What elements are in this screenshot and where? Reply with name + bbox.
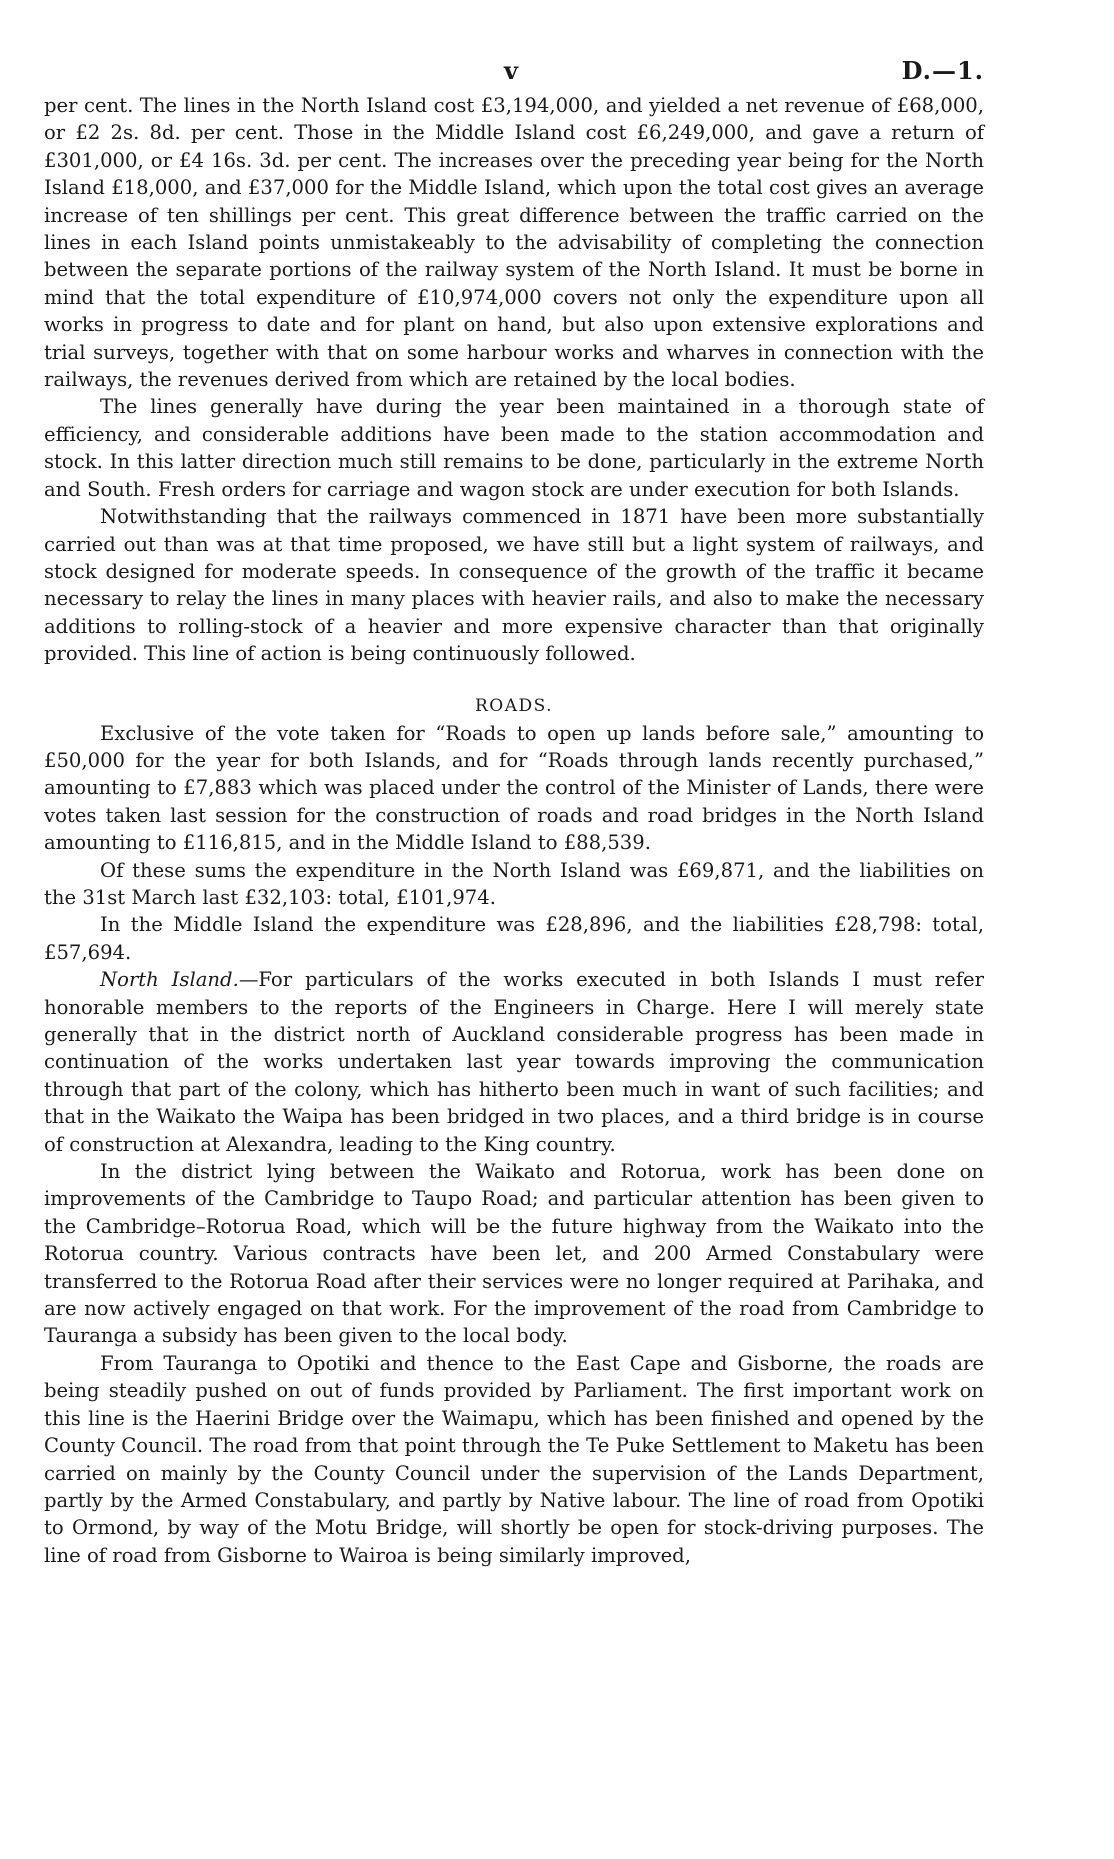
north-island-text: —For particulars of the works executed in both Islands I must refer honorable members to the reports of the Engineers in Charge. Here I will merely state generally that in the district north of Auckland considerable progress has been made in continuation of the works undertaken last year towards improving the communication through that part of the colony, which has hitherto been much in want of such facilities; and that in the Waikato the Waipa has been bridged in two places, and a third bridge is in course of construction at Alexandra, leading to the King country.	[44, 968, 984, 1156]
paragraph-tauranga-opotiki: From Tauranga to Opotiki and thence to the East Cape and Gisborne, the roads are being steadily pushed on out of funds provided by Parliament. The first important work on this line is the Haerini Bridge over the Waimapu, which has been finished and opened by the County Council. The road from that point through the Te Puke Settlement to Maketu has been carried on mainly by the County Council under the supervision of the Lands Department, partly by the Armed Constabulary, and partly by Native labour. The line of road from Opotiki to Ormond, by way of the Motu Bridge, will shortly be open for stock-driving purposes. The line of road from Gisborne to Wairoa is being similarly improved,	[44, 1351, 984, 1567]
paragraph-north-island-works	[44, 966, 984, 1158]
paragraph-line-maintenance: The lines generally have during the year been maintained in a thorough state of efficiency, and considerable additions have been made to the station accommodation and stock. In this latter direction much still remains to be done, particularly in the extreme North and South. Fresh orders for carriage and wagon stock are under execution for both Islands.	[44, 395, 984, 501]
body-text	[44, 92, 984, 1569]
paragraph-waikato-rotorua: In the district lying between the Waikato and Rotorua, work has been done on improvements of the Cambridge to Taupo Road; and particular attention has been given to the Cambridge–Rotorua Road, which will be the future highway from the Waikato into the Rotorua country. Various contracts have been let, and 200 Armed Constabulary were transferred to the Rotorua Road after their services were no longer required at Parihaka, and are now actively engaged on that work. For the improvement of the road from Cambridge to Tauranga a subsidy has been given to the local body.	[44, 1160, 984, 1348]
paragraph-railway-returns: per cent. The lines in the North Island cost £3,194,000, and yielded a net revenue of £68,000, or £2 2s. 8d. per cent. Those in the Middle Island cost £6,249,000, and gave a return of £301,000, or £4 16s. 3d. per cent. The increases over the preceding year being for the North Island £18,000, and £37,000 for the Middle Island, which upon the total cost gives an average increase of ten shillings per cent. This great difference between the traffic carried on the lines in each Island points unmistakeably to the advisability of completing the connection between the separate portions of the railway system of the North Island. It must be borne in mind that the total expenditure of £10,974,000 covers not only the expenditure upon all works in progress to date and for plant on hand, but also upon extensive explorations and trial surveys, together with that on some harbour works and wharves in connection with the railways, the revenues derived from which are retained by the local bodies.	[44, 94, 984, 392]
paragraph-north-island-expenditure: Of these sums the expenditure in the North Island was £69,871, and the liabilities on the 31st March last £32,103: total, £101,974.	[44, 858, 984, 909]
running-header	[44, 56, 984, 92]
north-island-lead: North Island.	[100, 968, 239, 992]
section-heading-roads: ROADS.	[474, 695, 554, 716]
paragraph-road-votes: Exclusive of the vote taken for “Roads to open up lands before sale,” amounting to £50,000 for the year for both Islands, and for “Roads through lands recently purchased,” amounting to £7,883 which was placed under the control of the Minister of Lands, there were votes taken last session for the construction of roads and road bridges in the North Island amounting to £116,815, and in the Middle Island to £88,539.	[44, 721, 984, 855]
document-reference: D.—1.	[901, 56, 984, 85]
page-number: v	[504, 56, 518, 85]
paragraph-railway-relaying: Notwithstanding that the railways commenced in 1871 have been more substantially carried out than was at that time proposed, we have still but a light system of railways, and stock designed for moderate speeds. In consequence of the growth of the traffic it became necessary to relay the lines in many places with heavier rails, and also to make the necessary additions to rolling-stock of a heavier and more expensive character than that originally provided. This line of action is being continuously followed.	[44, 505, 984, 666]
document-page	[44, 56, 984, 1569]
paragraph-middle-island-expenditure: In the Middle Island the expenditure was £28,896, and the liabilities £28,798: total, £57,694.	[44, 913, 984, 964]
